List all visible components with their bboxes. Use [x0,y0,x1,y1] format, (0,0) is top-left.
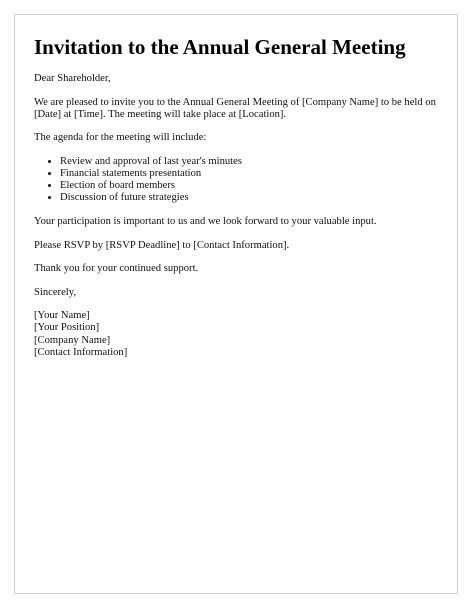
agenda-intro: The agenda for the meeting will include: [34,132,207,143]
agenda-item: • Election of board members [60,180,442,192]
rsvp-paragraph: Please RSVP by [RSVP Deadline] to [Contact Information]. [34,239,290,251]
agenda-item: • Review and approval of last year's minutes [60,156,442,168]
letter-page [14,14,458,594]
letter-content [34,35,442,359]
salutation: Dear Shareholder, [34,73,111,84]
signature-position: [Your Position] [34,322,100,334]
closing: Sincerely, [34,286,76,298]
letter-title: Invitation to the Annual General Meeting [34,35,406,59]
agenda-item: • Discussion of future strategies [60,192,442,204]
agenda-item: • Financial statements presentation [60,168,442,180]
signature-block [34,310,442,359]
signature-contact: [Contact Information] [34,346,128,358]
signature-company: [Company Name] [34,334,111,346]
signature-name: [Your Name] [34,310,90,322]
thanks-paragraph: Thank you for your continued support. [34,263,199,275]
agenda-list [34,156,442,205]
intro-paragraph: We are pleased to invite you to the Annual General Meeting of [Company Name] to be held on [Date] at [Time]. The meeting will take place at [Location]. [34,96,436,120]
participation-paragraph: Your participation is important to us and we look forward to your valuable input. [34,216,377,228]
